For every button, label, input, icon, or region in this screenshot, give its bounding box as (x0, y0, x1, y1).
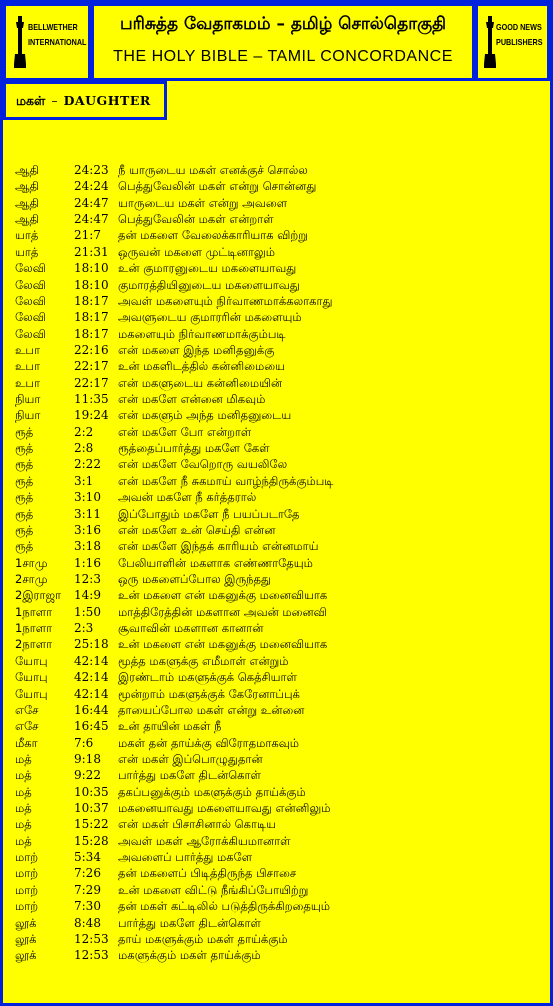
concordance-entry (3, 440, 550, 456)
entry-book: ரூத் (15, 506, 34, 521)
entry-reference: 8:48 (74, 915, 101, 930)
logo-left-line1: BELLWETHER (28, 22, 78, 32)
entry-book: 2இராஜா (15, 588, 62, 603)
concordance-entry (3, 326, 550, 342)
concordance-entry (3, 915, 550, 931)
concordance-entry (3, 636, 550, 652)
entry-text: தன் மகளைப் பிடித்திருந்த பிசாசை (118, 866, 297, 881)
entry-text: மகனையாவது மகளையாவது என்னிலும் (118, 801, 331, 816)
entry-book: ரூத் (15, 473, 34, 488)
entry-book: 2சாமு (15, 571, 48, 586)
entry-reference: 7:29 (74, 882, 101, 897)
entry-book: லூக் (15, 915, 37, 930)
entry-book: மத் (15, 768, 32, 783)
entry-reference: 3:11 (74, 506, 101, 521)
entry-book: ரூத் (15, 539, 34, 554)
entry-book: யோபு (15, 670, 48, 685)
concordance-entry (3, 211, 550, 227)
entry-reference: 18:17 (74, 293, 109, 308)
entry-reference: 22:17 (74, 359, 109, 374)
entry-reference: 21:7 (74, 228, 101, 243)
entry-text: என் மகளே வேறொரு வயலிலே (118, 457, 288, 472)
entry-text: அவள் மகள் ஆரோக்கியமானாள் (118, 833, 291, 848)
entry-text: என் மகள் பிசாசினால் கொடிய (118, 817, 276, 832)
entry-reference: 19:24 (74, 408, 109, 423)
entry-book: யோபு (15, 653, 48, 668)
lamp-tower-icon (484, 16, 496, 68)
entry-reference: 42:14 (74, 670, 109, 685)
entry-text: அவளுடைய குமாரரின் மகளையும் (118, 310, 302, 325)
entry-text: உன் தாயின் மகள் நீ (118, 719, 222, 734)
entry-text: தகப்பனுக்கும் மகளுக்கும் தாய்க்கும் (118, 784, 306, 799)
concordance-entry (3, 489, 550, 505)
title-tamil: பரிசுத்த வேதாகமம் – தமிழ் சொல்தொகுதி (119, 14, 447, 34)
entry-text: மாத்திரேத்தின் மகளான அவன் மனைவி (118, 604, 327, 619)
concordance-entry (3, 931, 550, 947)
concordance-entry (3, 309, 550, 325)
entry-text: உன் மகளை என் மகனுக்கு மனைவியாக (118, 588, 328, 603)
entry-reference: 18:10 (74, 277, 109, 292)
entry-text: உன் மகளிடத்தில் கன்னிமையை (118, 359, 285, 374)
entry-reference: 24:47 (74, 212, 109, 227)
goodnews-logo (475, 3, 550, 81)
entry-reference: 18:17 (74, 326, 109, 341)
entry-reference: 3:18 (74, 539, 101, 554)
concordance-entry (3, 849, 550, 865)
page-header (3, 3, 550, 81)
concordance-entry (3, 506, 550, 522)
concordance-entry (3, 604, 550, 620)
entry-text: இரண்டாம் மகளுக்குக் கெத்சியாள் (118, 670, 297, 685)
entry-text: நீ யாருடைய மகள் எனக்குச் சொல்ல (118, 163, 308, 177)
entry-reference: 21:31 (74, 244, 109, 259)
concordance-entry (3, 473, 550, 489)
entry-book: லூக் (15, 948, 37, 963)
entry-book: மத் (15, 801, 32, 816)
entry-reference: 3:10 (74, 490, 101, 505)
entry-reference: 10:37 (74, 801, 109, 816)
concordance-entry (3, 391, 550, 407)
entry-reference: 3:16 (74, 522, 101, 537)
entry-text: சூவாவின் மகளான கானான் (118, 621, 264, 636)
entry-reference: 11:35 (74, 392, 109, 407)
concordance-entry (3, 456, 550, 472)
logo-right-line2: PUBLISHERS (496, 37, 543, 47)
entry-reference: 42:14 (74, 653, 109, 668)
entry-reference: 1:16 (74, 555, 101, 570)
entry-text: உன் மகளை என் மகனுக்கு மனைவியாக (118, 637, 328, 652)
entry-book: மாற் (15, 850, 39, 865)
entry-book: லேவி (15, 293, 46, 308)
entry-book: நியா (15, 392, 41, 407)
entry-reference: 2:22 (74, 457, 101, 472)
concordance-entry (3, 342, 550, 358)
entry-text: ஒரு மகளைப்போல இருந்தது (118, 571, 271, 586)
entry-book: ரூத் (15, 457, 34, 472)
concordance-entry (3, 718, 550, 734)
entry-reference: 7:6 (74, 735, 94, 750)
concordance-entry (3, 375, 550, 391)
entry-text: என் மகளே நீ சுகமாய் வாழ்ந்திருக்கும்படி (118, 473, 334, 488)
entry-reference: 2:2 (74, 424, 94, 439)
entry-book: ஆதி (15, 212, 39, 227)
entry-text: மூத்த மகளுக்கு எமீமாள் என்றும் (118, 653, 289, 668)
entry-reference: 7:30 (74, 899, 101, 914)
entry-text: இப்போதும் மகளே நீ பயப்படாதே (118, 506, 300, 521)
entry-reference: 22:16 (74, 342, 109, 357)
entry-book: ஆதி (15, 163, 39, 177)
entry-reference: 15:28 (74, 833, 109, 848)
entry-text: தாய் மகளுக்கும் மகள் தாய்க்கும் (118, 931, 288, 946)
concordance-entry (3, 833, 550, 849)
entry-reference: 25:18 (74, 637, 109, 652)
entry-book: மாற் (15, 866, 39, 881)
entry-text: பேலியாளின் மகளாக எண்ணாதேயும் (118, 555, 313, 570)
entry-book: 2நாளா (15, 637, 53, 652)
entry-reference: 24:24 (74, 179, 109, 194)
entry-reference: 12:53 (74, 948, 109, 963)
entry-book: லேவி (15, 277, 46, 292)
entry-book: யாத் (15, 244, 39, 259)
entry-text: தன் மகள் கட்டிலில் படுத்திருக்கிறதையும் (118, 899, 331, 914)
concordance-entry (3, 293, 550, 309)
concordance-entry (3, 162, 550, 178)
concordance-entry (3, 620, 550, 636)
entry-book: ரூத் (15, 441, 34, 456)
entry-book: லேவி (15, 261, 46, 276)
entry-book: லேவி (15, 310, 46, 325)
entry-text: உன் மகளை விட்டு நீங்கிப்போயிற்று (118, 882, 309, 897)
section-title (16, 93, 151, 110)
entry-text: தன் மகளை வேலைக்காரியாக விற்று (118, 228, 308, 243)
concordance-entry (3, 358, 550, 374)
entry-book: யோபு (15, 686, 48, 701)
entry-reference: 2:3 (74, 621, 94, 636)
entry-reference: 10:35 (74, 784, 109, 799)
entry-book: யாத் (15, 228, 39, 243)
concordance-entry (3, 784, 550, 800)
entry-reference: 15:22 (74, 817, 109, 832)
entry-book: ஆதி (15, 179, 39, 194)
entry-book: எசே (15, 702, 39, 717)
concordance-entry (3, 669, 550, 685)
entry-book: லூக் (15, 931, 37, 946)
entry-text: அவளைப் பார்த்து மகளே (118, 850, 253, 865)
bellwether-logo (3, 3, 91, 81)
entry-book: மாற் (15, 882, 39, 897)
entry-text: ஒருவன் மகளை முட்டினாலும் (118, 244, 275, 259)
lamp-tower-icon (14, 16, 26, 68)
entry-reference: 3:1 (74, 473, 94, 488)
entry-book: ஆதி (15, 195, 39, 210)
entry-reference: 22:17 (74, 375, 109, 390)
entry-text: என் மகளும் அந்த மனிதனுடைய (118, 408, 292, 423)
entry-text: ரூத்தைப்பார்த்து மகளே கேள் (118, 441, 270, 456)
entry-book: மத் (15, 751, 32, 766)
concordance-entry (3, 555, 550, 571)
entry-text: என் மகளே போ என்றாள் (118, 424, 252, 439)
concordance-entry (3, 653, 550, 669)
section-title-separator: – (51, 93, 58, 108)
entry-reference: 16:44 (74, 702, 109, 717)
entry-book: மீகா (15, 735, 38, 750)
entry-book: மத் (15, 833, 32, 848)
entry-reference: 16:45 (74, 719, 109, 734)
entry-book: உபா (15, 359, 40, 374)
entry-reference: 24:47 (74, 195, 109, 210)
entry-text: அவன் மகளே நீ கர்த்தரால் (118, 490, 257, 505)
concordance-entry (3, 227, 550, 243)
entry-text: பெத்துவேலின் மகள் என்று சொன்னது (118, 179, 317, 194)
entry-text: அவள் மகளையும் நிர்வாணமாக்கலாகாது (118, 293, 333, 308)
entry-reference: 12:3 (74, 571, 101, 586)
entry-reference: 24:23 (74, 163, 109, 177)
entry-book: ரூத் (15, 522, 34, 537)
concordance-entry (3, 751, 550, 767)
concordance-entry (3, 800, 550, 816)
entry-text: என் மகளுடைய கன்னிமையின் (118, 375, 283, 390)
entry-book: லேவி (15, 326, 46, 341)
entry-reference: 18:10 (74, 261, 109, 276)
entry-reference: 2:8 (74, 441, 94, 456)
concordance-entry (3, 538, 550, 554)
entry-text: மகளுக்கும் மகள் தாய்க்கும் (118, 948, 261, 963)
entry-text: உன் குமாரனுடைய மகளையாவது (118, 261, 297, 276)
entry-book: உபா (15, 342, 40, 357)
concordance-entry (3, 767, 550, 783)
entry-book: மாற் (15, 899, 39, 914)
entry-text: மகள் தன் தாய்க்கு விரோதமாகவும் (118, 735, 300, 750)
entry-reference: 1:50 (74, 604, 101, 619)
entry-reference: 7:26 (74, 866, 101, 881)
section-heading-box (3, 81, 167, 120)
concordance-entry (3, 702, 550, 718)
concordance-entry (3, 571, 550, 587)
concordance-entry (3, 947, 550, 963)
section-title-english: DAUGHTER (63, 93, 151, 108)
concordance-entry (3, 407, 550, 423)
entry-reference: 42:14 (74, 686, 109, 701)
entry-book: 1சாமு (15, 555, 48, 570)
entry-text: தாயைப்போல மகள் என்று உன்னை (118, 702, 305, 717)
entry-text: யாருடைய மகள் என்று அவளை (118, 195, 288, 210)
entry-text: என் மகளே என்னை மிகவும் (118, 392, 266, 407)
concordance-entry (3, 587, 550, 603)
entry-book: மத் (15, 784, 32, 799)
concordance-entry (3, 195, 550, 211)
entry-text: மூன்றாம் மகளுக்குக் கேரேனாப்புக் (118, 686, 300, 701)
entry-reference: 9:18 (74, 751, 101, 766)
concordance-entry (3, 686, 550, 702)
entry-reference: 5:34 (74, 850, 101, 865)
entry-reference: 14:9 (74, 588, 101, 603)
concordance-entry (3, 424, 550, 440)
entry-text: மகளையும் நிர்வாணமாக்கும்படி (118, 326, 286, 341)
concordance-entry (3, 816, 550, 832)
entry-text: குமாரத்தியினுடைய மகளையாவது (118, 277, 300, 292)
entry-text: பெத்துவேலின் மகள் என்றாள் (118, 212, 274, 227)
concordance-entry (3, 898, 550, 914)
entry-book: 1நாளா (15, 604, 53, 619)
entry-text: என் மகள் இப்பொழுதுதான் (118, 751, 263, 766)
entry-book: உபா (15, 375, 40, 390)
concordance-entry (3, 882, 550, 898)
concordance-entry (3, 277, 550, 293)
entry-reference: 9:22 (74, 768, 101, 783)
concordance-entry (3, 178, 550, 194)
concordance-entry (3, 244, 550, 260)
concordance-entry (3, 260, 550, 276)
entry-text: என் மகளே இந்தக் காரியம் என்னமாய் (118, 539, 319, 554)
concordance-entry (3, 522, 550, 538)
entry-book: ரூத் (15, 424, 34, 439)
logo-right-line1: GOOD NEWS (496, 22, 542, 32)
entry-text: என் மகளை இந்த மனிதனுக்கு (118, 342, 275, 357)
section-title-tamil: மகள் (16, 93, 46, 108)
concordance-entry (3, 865, 550, 881)
concordance-entry (3, 735, 550, 751)
concordance-list (3, 162, 550, 964)
title-box (91, 3, 475, 81)
entry-text: என் மகளே உன் செய்தி என்ன (118, 522, 276, 537)
entry-book: மத் (15, 817, 32, 832)
logo-left-line2: INTERNATIONAL (28, 37, 87, 47)
entry-book: நியா (15, 408, 41, 423)
title-english: THE HOLY BIBLE – TAMIL CONCORDANCE (113, 48, 453, 65)
entry-reference: 12:53 (74, 931, 109, 946)
entry-book: ரூத் (15, 490, 34, 505)
entry-text: பார்த்து மகளே திடன்கொள் (118, 915, 261, 930)
entry-book: 1நாளா (15, 621, 53, 636)
entry-text: பார்த்து மகளே திடன்கொள் (118, 768, 261, 783)
entry-reference: 18:17 (74, 310, 109, 325)
entry-book: எசே (15, 719, 39, 734)
